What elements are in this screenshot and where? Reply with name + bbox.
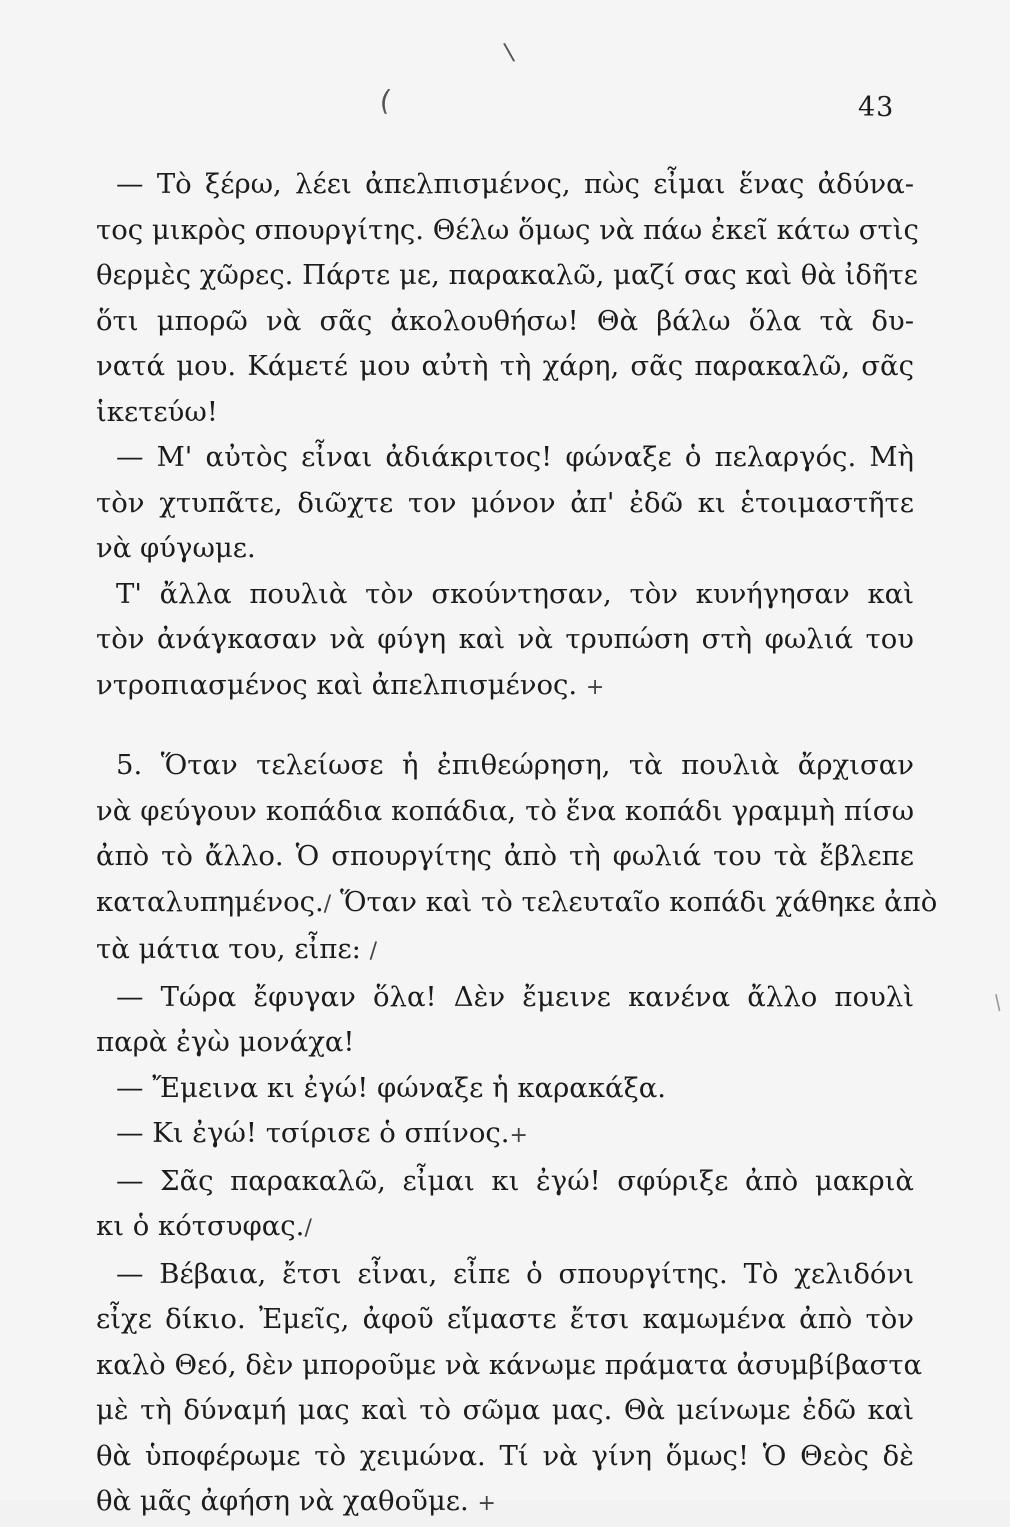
text-line: — Μ' αὐτὸς εἶναι ἀδιάκριτος! φώναξε ὁ πελαργός. Μὴ [116,441,914,473]
pencil-mark: + [509,1123,528,1148]
text-line: τὸν χτυπᾶτε, διῶχτε τον μόνον ἀπ' ἐδῶ κι ἑτοιμαστῆτε [96,486,914,519]
text-line [96,880,938,928]
text-line: νὰ φύγωμε. [96,532,256,564]
text-line: ἱκετεύω! [96,395,218,428]
stray-mark: ( [377,83,394,118]
text-line: ὅτι μπορῶ νὰ σᾶς ἀκολουθήσω! Θὰ βάλω ὅλα τὰ δυ- [96,304,914,337]
text-line: 5. Ὅταν τελείωσε ἡ ἐπιθεώρηση, τὰ πουλιὰ ἄρχισαν [116,749,914,781]
text-line [96,927,914,975]
stray-mark: \ [502,37,516,67]
pencil-mark: / [304,1216,312,1241]
text-line [96,1111,914,1159]
text-line: νατά μου. Κάμετέ μου αὐτὴ τὴ χάρη, σᾶς παρακαλῶ, σᾶς [96,350,914,382]
pencil-mark: + [585,674,605,700]
text-fragment: θὰ μᾶς ἀφήση νὰ χαθοῦμε. [96,1485,469,1517]
text-line: παρὰ ἐγὼ μονάχα! [96,1026,355,1058]
text-fragment: ντροπιασμένος καὶ ἀπελπισμένος. [96,668,578,701]
text-line [96,1479,914,1527]
text-line: — Βέβαια, ἔτσι εἶναι, εἶπε ὁ σπουργίτης. Τὸ χελιδόνι [116,1257,914,1290]
text-line: Τ' ἄλλα πουλιὰ τὸν σκούντησαν, τὸν κυνήγησαν καὶ [116,577,914,610]
text-fragment: Ὅταν καὶ τὸ τελευταῖο κοπάδι χάθηκε ἀπὸ [339,885,938,918]
text-fragment: τὰ μάτια του, εἶπε: [96,933,361,965]
text-line: τὸν ἀνάγκασαν νὰ φύγη καὶ νὰ τρυπώση στὴ φωλιά του [96,623,914,655]
text-line: μὲ τὴ δύναμή μας καὶ τὸ σῶμα μας. Θὰ μείνωμε ἐδῶ καὶ [96,1394,914,1426]
text-line [96,663,914,711]
text-line: τος μικρὸς σπουργίτης. Θέλω ὅμως νὰ πάω ἐκεῖ κάτω στὶς [96,213,919,246]
text-fragment: καταλυπημένος. [96,885,324,918]
text-line: — Σᾶς παρακαλῶ, εἶμαι κι ἐγώ! σφύριξε ἀπὸ μακριὰ [116,1164,914,1197]
text-line: εἶχε δίκιο. Ἐμεῖς, ἀφοῦ εἴμαστε ἔτσι καμωμένα ἀπὸ τὸν [96,1303,914,1335]
body-text [96,162,938,1527]
text-fragment: — Κι ἐγώ! τσίρισε ὁ σπίνος. [116,1117,510,1149]
page-number: 43 [858,92,895,123]
pencil-mark: / [323,891,332,917]
pencil-mark: / [369,939,378,964]
text-line: — Τὸ ξέρω, λέει ἀπελπισμένος, πὼς εἶμαι ἕνας ἀδύνα- [116,168,914,200]
text-line: — Ἔμεινα κι ἐγώ! φώναξε ἡ καρακάξα. [116,1071,667,1104]
text-line: νὰ φεύγουν κοπάδια κοπάδια, τὸ ἕνα κοπάδι γραμμὴ πίσω [96,794,914,827]
text-line: θὰ ὑποφέρωμε τὸ χειμώνα. Τί νὰ γίνη ὅμως! Ὁ Θεὸς δὲ [96,1439,914,1472]
text-line [96,1204,914,1252]
pencil-mark: / [988,989,1007,1015]
text-fragment: κι ὁ κότσυφας. [96,1210,305,1242]
text-line: θερμὲς χῶρες. Πάρτε με, παρακαλῶ, μαζί σας καὶ θὰ ἰδῆτε [96,259,918,291]
text-line: ἀπὸ τὸ ἄλλο. Ὁ σπουργίτης ἀπὸ τὴ φωλιά του τὰ ἔβλεπε [96,840,914,872]
pencil-mark: + [477,1491,496,1516]
text-line: — Τώρα ἔφυγαν ὅλα! Δὲν ἔμεινε κανένα ἄλλο πουλὶ [116,980,914,1013]
text-line: καλὸ Θεό, δὲν μποροῦμε νὰ κάνωμε πράματα ἀσυμβίβαστα [96,1348,923,1381]
